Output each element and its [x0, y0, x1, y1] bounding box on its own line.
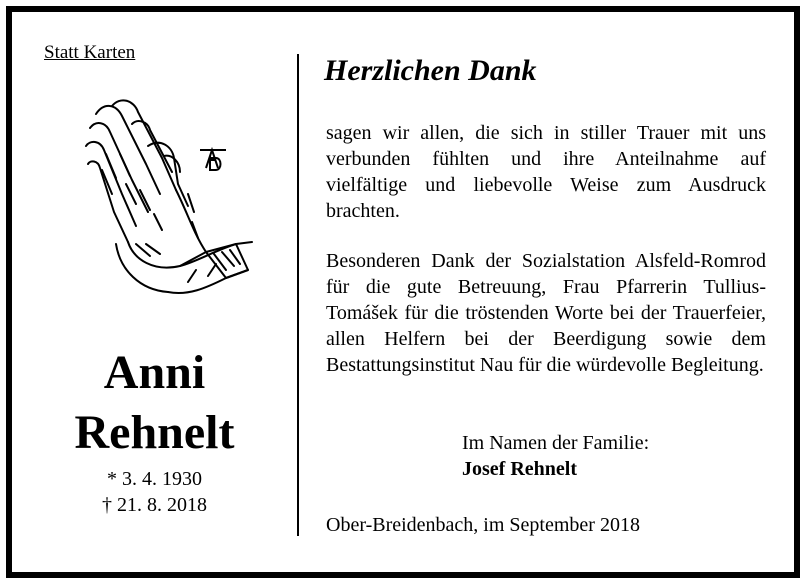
thanks-paragraph-2: Besonderen Dank der Sozialstation Alsfeld-Romrod für die gute Betreuung, Frau Pfarrerin Tullius-Tomášek für die tröstenden Worte bei der Trauerfeier, allen Helfern bei der Beerdigung sowie dem Bestattungsinstitut Nau für die würdevolle Begleitung. [326, 250, 766, 376]
thanks-heading: Herzlichen Dank [324, 54, 537, 87]
signer-name: Josef Rehnelt [462, 458, 577, 480]
obituary-card [6, 6, 800, 578]
thanks-paragraph-1: sagen wir allen, die sich in stiller Trauer mit uns verbunden fühlten und ihre Anteilnahme auf vielfältige und liebevolle Weise zum Ausdruck brachten. [326, 122, 766, 222]
monogram-icon [200, 150, 226, 170]
place-date: Ober-Breidenbach, im September 2018 [326, 514, 640, 536]
deceased-last-name: Rehnelt [74, 406, 235, 459]
birth-date: * 3. 4. 1930 [107, 468, 202, 490]
death-date: † 21. 8. 2018 [102, 494, 207, 516]
vertical-divider [297, 54, 299, 536]
family-closing: Im Namen der Familie: [462, 432, 650, 454]
deceased-first-name: Anni [103, 346, 206, 399]
statt-karten-label: Statt Karten [44, 42, 136, 63]
praying-hands-icon [76, 94, 256, 304]
